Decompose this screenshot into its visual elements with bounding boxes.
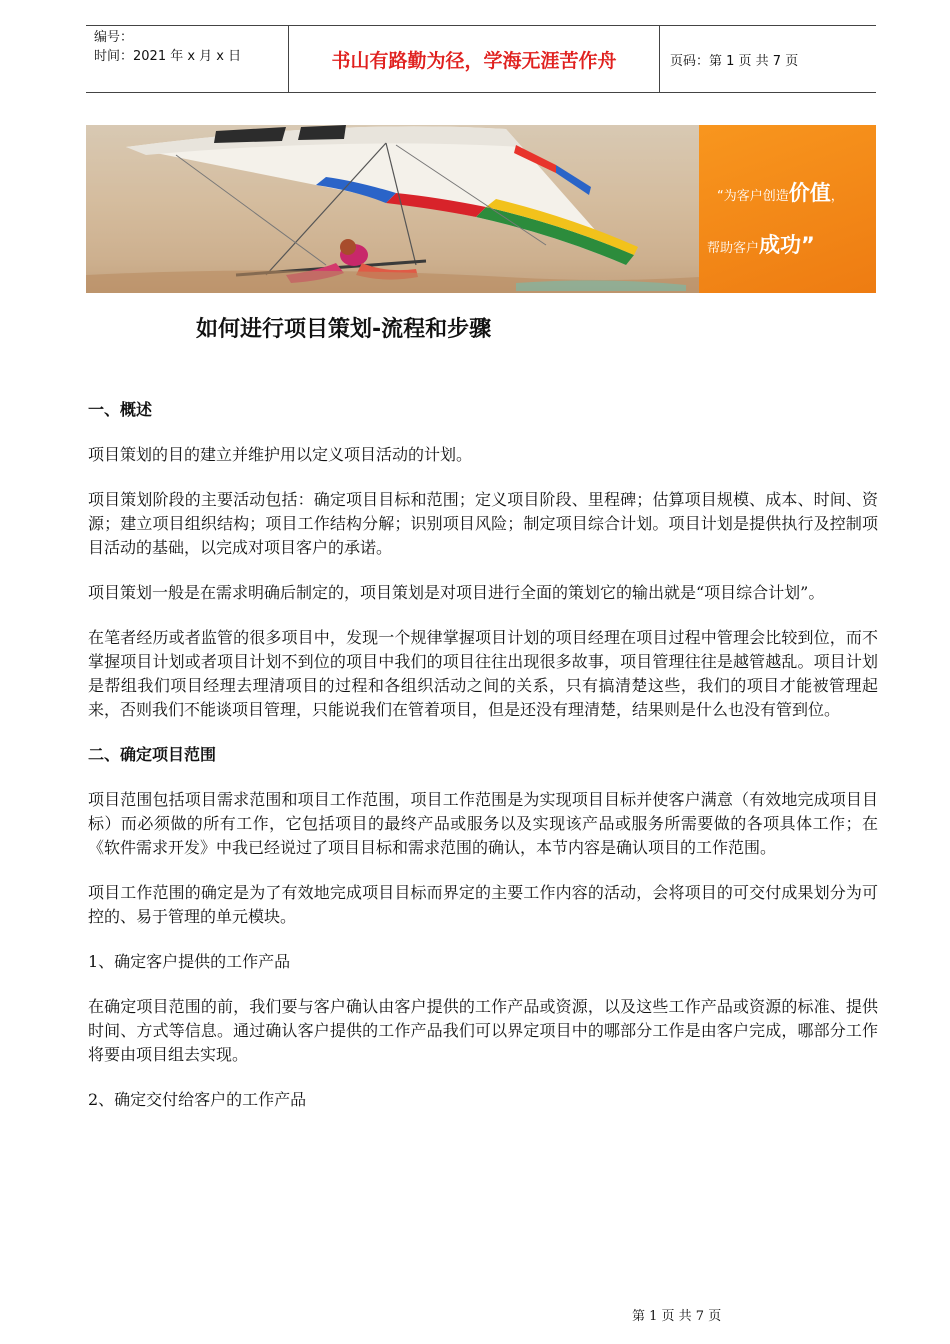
slogan-line-2: 帮助客户成功” <box>707 233 815 257</box>
header-meta <box>86 26 288 92</box>
document-title: 如何进行项目策划-流程和步骤 <box>196 317 492 342</box>
paragraph: 项目策划的目的建立并维护用以定义项目活动的计划。 <box>88 445 473 464</box>
document-number: 编号： <box>94 30 134 45</box>
section-heading-scope: 二、确定项目范围 <box>88 745 217 764</box>
page-footer: 第 1 页 共 7 页 <box>632 1309 722 1324</box>
document-time: 时间：2021 年 x 月 x 日 <box>94 49 242 64</box>
paragraph: 项目策划一般是在需求明确后制定的，项目策划是对项目进行全面的策划它的输出就是“项目综合计划”。 <box>88 583 825 602</box>
hang-glider-photo <box>86 125 699 293</box>
document-body <box>88 398 878 1112</box>
banner <box>86 125 876 293</box>
paragraph: 项目策划阶段的主要活动包括：确定项目目标和范围；定义项目阶段、里程碑；估算项目规模、成本、时间、资源；建立项目组织结构；项目工作结构分解；识别项目风险；制定项目综合计划。项目计划是提供执行及控制项目活动的基础，以完成对项目客户的承诺。 <box>88 490 878 557</box>
banner-slogan <box>699 125 876 293</box>
section-heading-overview: 一、概述 <box>88 400 153 419</box>
header-motto: 书山有路勤为径，学海无涯苦作舟 <box>288 26 660 92</box>
page-header <box>86 25 876 93</box>
paragraph: 在笔者经历或者监管的很多项目中，发现一个规律掌握项目计划的项目经理在项目过程中管理会比较到位，而不掌握项目计划或者项目计划不到位的项目中我们的项目往往出现很多故事，项目管理往往是越管越乱。项目计划是帮组我们项目经理去理清项目的过程和各组织活动之间的关系，只有搞清楚这些，我们的项目才能被管理起来，否则我们不能谈项目管理，只能说我们在管着项目，但是还没有理清楚，结果则是什么也没有管到位。 <box>88 628 878 719</box>
slogan-line-1: “为客户创造价值， <box>717 181 844 205</box>
subheading: 1、确定客户提供的工作产品 <box>88 952 291 971</box>
subheading: 2、确定交付给客户的工作产品 <box>88 1090 307 1109</box>
paragraph: 在确定项目范围的前，我们要与客户确认由客户提供的工作产品或资源，以及这些工作产品或资源的标准、提供时间、方式等信息。通过确认客户提供的工作产品我们可以界定项目中的哪部分工作是由客户完成，哪部分工作将要由项目组去实现。 <box>88 997 878 1064</box>
paragraph: 项目工作范围的确定是为了有效地完成项目目标而界定的主要工作内容的活动，会将项目的可交付成果划分为可控的、易于管理的单元模块。 <box>88 883 878 926</box>
paragraph: 项目范围包括项目需求范围和项目工作范围，项目工作范围是为实现项目目标并使客户满意（有效地完成项目目标）而必须做的所有工作，它包括项目的最终产品或服务以及实现该产品或服务所需要做的各项具体工作；在《软件需求开发》中我已经说过了项目目标和需求范围的确认，本节内容是确认项目的工作范围。 <box>88 790 878 857</box>
header-page-info: 页码：第 1 页 共 7 页 <box>670 53 799 69</box>
